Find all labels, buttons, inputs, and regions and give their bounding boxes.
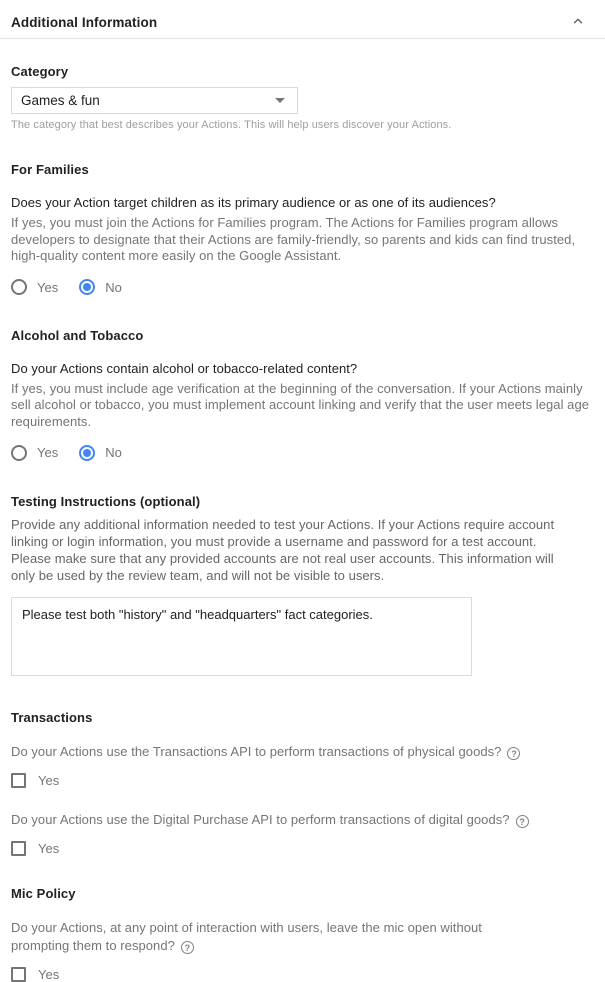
checkbox-icon[interactable] bbox=[11, 967, 26, 982]
category-selected-value: Games & fun bbox=[21, 93, 100, 108]
category-label: Category bbox=[11, 64, 69, 79]
header-divider bbox=[0, 38, 605, 39]
transactions-physical-question: Do your Actions use the Transactions API to perform transactions of physical goods? ? bbox=[11, 742, 590, 760]
help-icon[interactable]: ? bbox=[507, 747, 520, 760]
testing-instructions-description: Provide any additional information needed to test your Actions. If your Actions require account linking or login information, you must provide a username and password for a test account. Please make sure that any provided accounts are not real user accounts. This information will only be used by the review team, and will not be visible to users. bbox=[11, 517, 555, 583]
alcohol-tobacco-radio-group bbox=[11, 444, 590, 461]
category-select[interactable] bbox=[11, 87, 298, 114]
mic-policy-title: Mic Policy bbox=[11, 886, 76, 902]
panel-title: Additional Information bbox=[11, 14, 158, 30]
for-families-radio-no[interactable] bbox=[79, 279, 122, 295]
testing-instructions-input[interactable] bbox=[11, 597, 472, 676]
alcohol-tobacco-question: Do your Actions contain alcohol or tobacco-related content? bbox=[11, 360, 358, 376]
alcohol-tobacco-description: If yes, you must include age verification at the beginning of the conversation. If your Actions mainly sell alcohol or tobacco, you must implement account linking and verify that the user meets legal age requirements. bbox=[11, 380, 590, 429]
transactions-title: Transactions bbox=[11, 710, 93, 725]
category-helper-text: The category that best describes your Actions. This will help users discover your Actions. bbox=[11, 119, 452, 131]
chevron-up-icon bbox=[571, 14, 585, 31]
checkbox-label: Yes bbox=[38, 840, 60, 856]
testing-instructions-title: Testing Instructions (optional) bbox=[11, 494, 201, 509]
radio-label: Yes bbox=[37, 279, 59, 295]
transactions-digital-question: Do your Actions use the Digital Purchase API to perform transactions of digital goods? ? bbox=[11, 810, 590, 828]
help-icon[interactable]: ? bbox=[181, 941, 194, 954]
radio-icon[interactable] bbox=[11, 279, 27, 295]
alcohol-tobacco-radio-no[interactable] bbox=[79, 445, 122, 461]
checkbox-icon[interactable] bbox=[11, 841, 26, 856]
checkbox-icon[interactable] bbox=[11, 773, 26, 788]
checkbox-label: Yes bbox=[38, 772, 60, 788]
for-families-radio-group bbox=[11, 279, 590, 296]
for-families-title: For Families bbox=[11, 162, 89, 177]
collapse-button[interactable] bbox=[566, 12, 590, 32]
caret-down-icon bbox=[275, 98, 285, 103]
transactions-physical-checkbox-row bbox=[11, 772, 590, 788]
radio-label: No bbox=[105, 279, 122, 295]
for-families-radio-yes[interactable] bbox=[11, 279, 58, 295]
for-families-question: Does your Action target children as its primary audience or as one of its audiences? bbox=[11, 195, 496, 210]
for-families-description: If yes, you must join the Actions for Families program. The Actions for Families program allows developers to designate that their Actions are family-friendly, so parents and kids can find trusted, high-quality content more easily on the Google Assistant. bbox=[11, 215, 576, 263]
radio-icon[interactable] bbox=[79, 445, 95, 461]
alcohol-tobacco-radio-yes[interactable] bbox=[11, 445, 58, 461]
radio-icon[interactable] bbox=[11, 445, 27, 461]
radio-label: No bbox=[105, 445, 122, 460]
help-icon[interactable]: ? bbox=[516, 815, 529, 828]
transactions-digital-checkbox-row bbox=[11, 840, 590, 856]
checkbox-label: Yes bbox=[38, 966, 60, 982]
alcohol-tobacco-title: Alcohol and Tobacco bbox=[11, 327, 144, 343]
radio-icon[interactable] bbox=[79, 279, 95, 295]
panel-header bbox=[11, 0, 590, 32]
mic-policy-checkbox-row bbox=[11, 966, 590, 982]
mic-policy-question: Do your Actions, at any point of interaction with users, leave the mic open without prompting them to respond? ? bbox=[11, 920, 482, 954]
radio-label: Yes bbox=[37, 445, 59, 460]
